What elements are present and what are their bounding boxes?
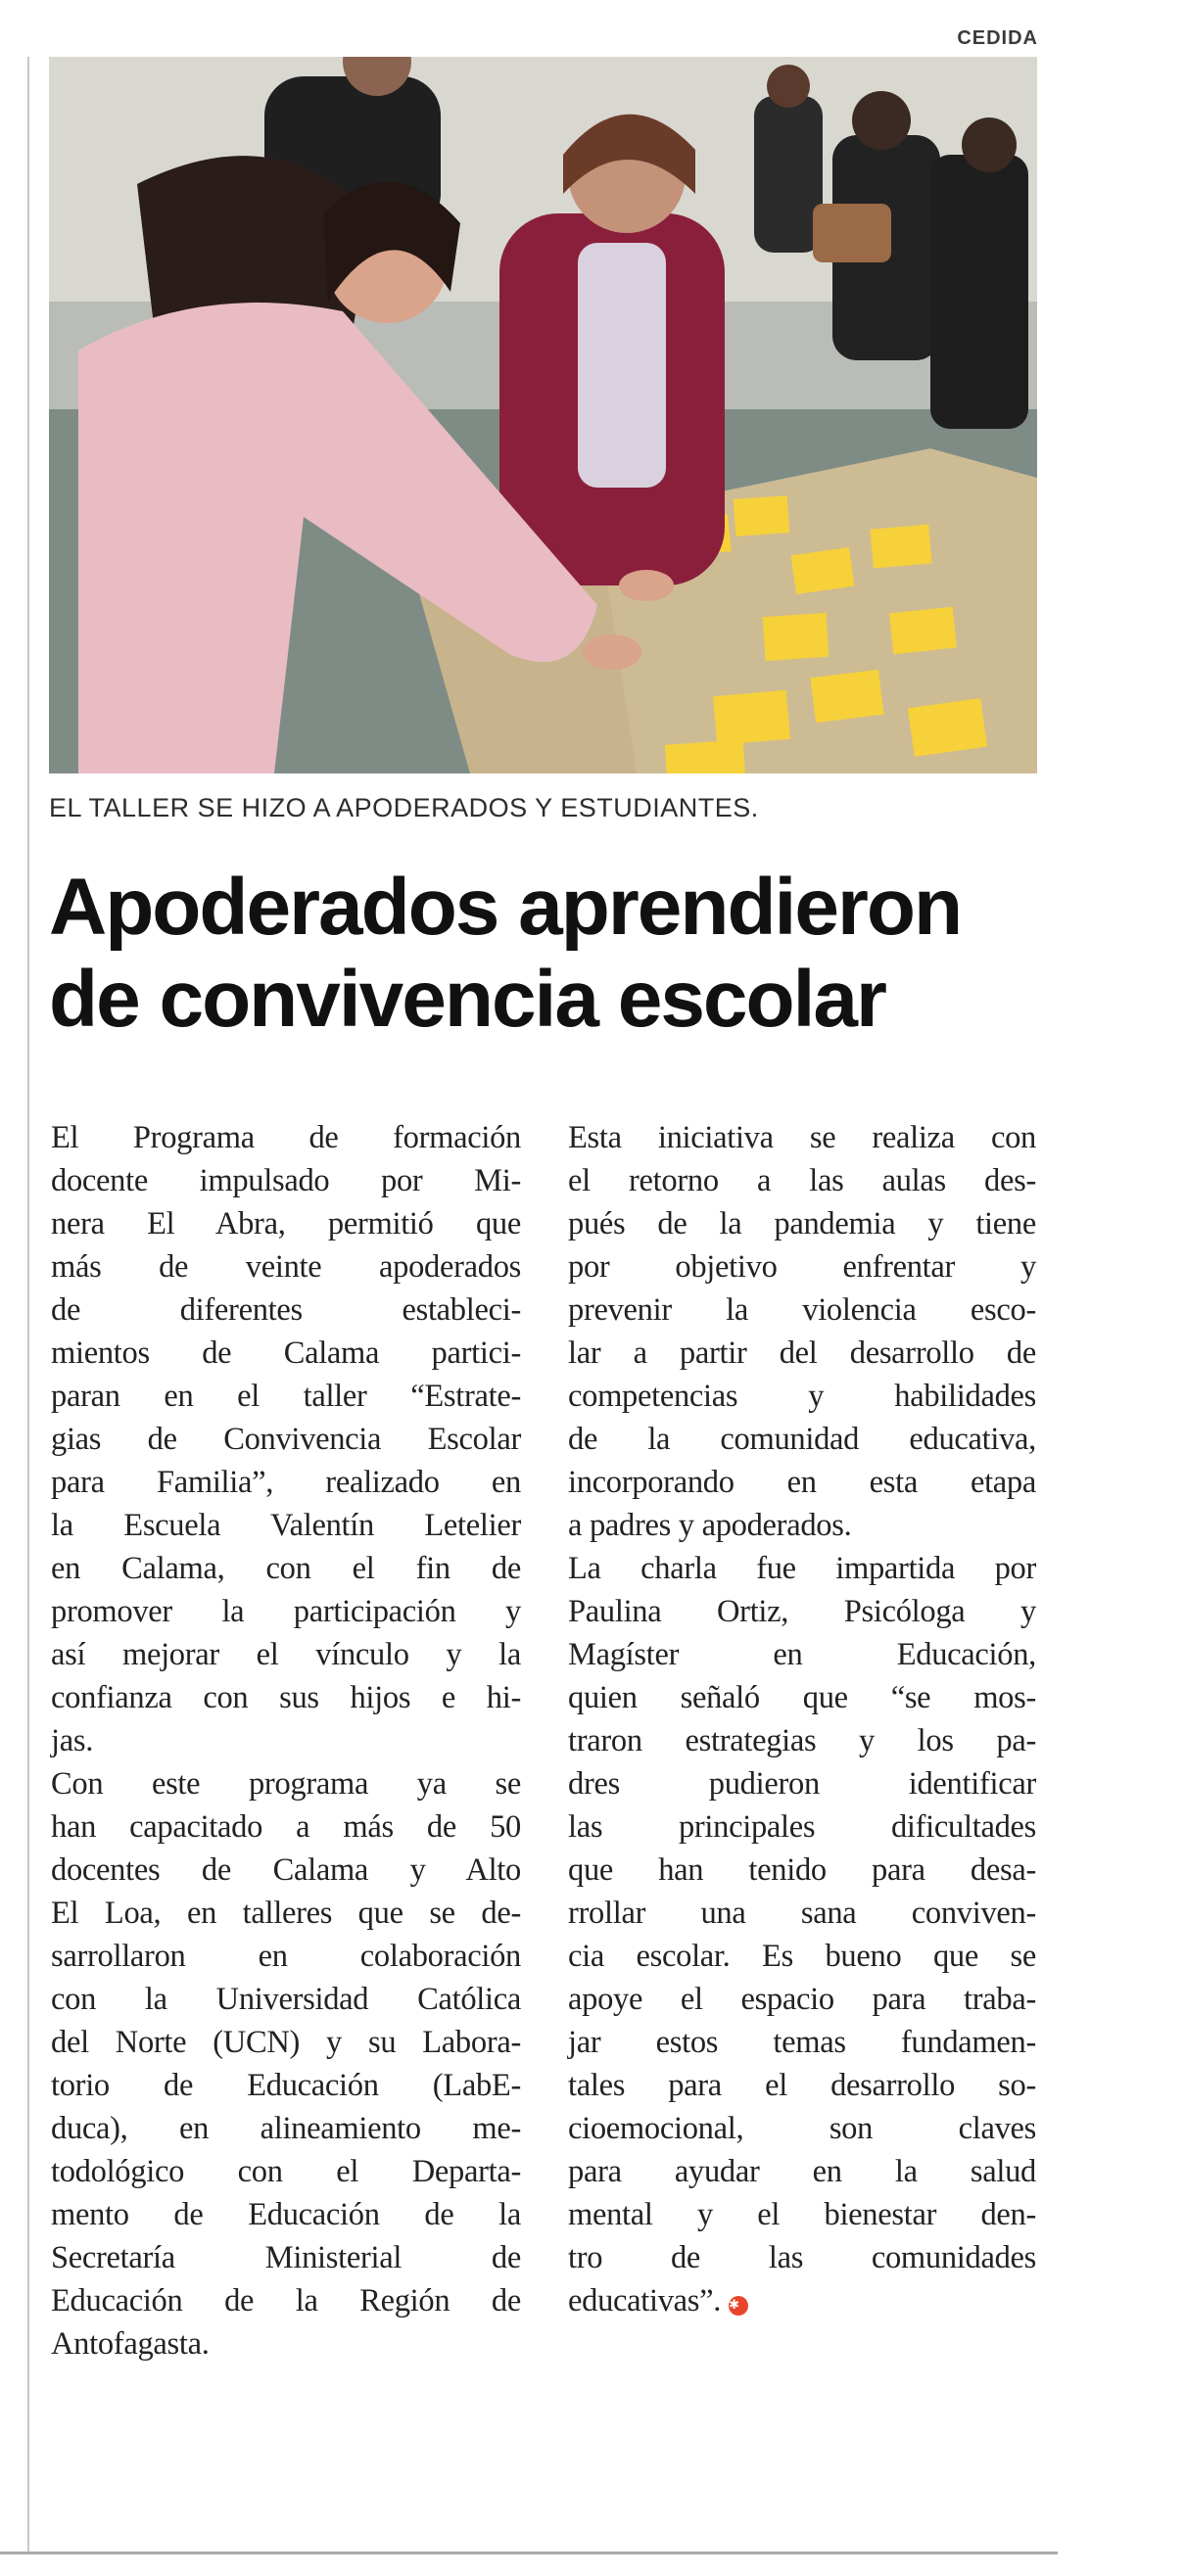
article-text-line xyxy=(568,1892,1036,1935)
article-column-left xyxy=(51,1116,521,2365)
article-text-line-content: de la comunidad educativa, xyxy=(568,1422,1036,1457)
article-text-line xyxy=(51,1202,521,1245)
article-text-line-content: docente impulsado por Mi- xyxy=(51,1163,521,1198)
article-text-line xyxy=(568,1762,1036,1805)
article-text-line xyxy=(568,2236,1036,2279)
article-text-line-content: para Familia”, realizado en xyxy=(51,1465,521,1500)
article-text-line xyxy=(568,1245,1036,1288)
article-text-line xyxy=(51,2279,521,2322)
article-text-line-content: gias de Convivencia Escolar xyxy=(51,1422,521,1457)
article-text-line-content: Secretaría Ministerial de xyxy=(51,2240,521,2275)
article-text-line xyxy=(568,1461,1036,1504)
article-text-line-content: Antofagasta. xyxy=(51,2326,210,2362)
article-text-line xyxy=(568,1418,1036,1461)
article-text-line-content: rrollar una sana conviven- xyxy=(568,1896,1036,1931)
article-text-line xyxy=(568,2279,1036,2322)
article-text-line xyxy=(51,1849,521,1892)
article-text-line-content: competencias y habilidades xyxy=(568,1379,1036,1414)
article-text-line xyxy=(568,1504,1036,1547)
page-left-rule xyxy=(27,57,29,2553)
article-text-line-content: del Norte (UCN) y su Labora- xyxy=(51,2025,521,2060)
article-text-line-content: a padres y apoderados. xyxy=(568,1508,852,1543)
article-text-line-content: la Escuela Valentín Letelier xyxy=(51,1508,521,1543)
article-text-line xyxy=(51,1892,521,1935)
article-text-line xyxy=(51,1245,521,1288)
article-text-line-content: han capacitado a más de 50 xyxy=(51,1809,521,1845)
article-text-line xyxy=(568,2193,1036,2236)
article-text-line-content: todológico con el Departa- xyxy=(51,2154,521,2189)
article-photo xyxy=(49,57,1037,773)
article-text-line xyxy=(51,1676,521,1719)
article-text-line xyxy=(51,1719,521,1762)
article-text-line-content: cia escolar. Es bueno que se xyxy=(568,1939,1036,1974)
article-text-line-content: docentes de Calama y Alto xyxy=(51,1852,521,1888)
article-text-line-content: tro de las comunidades xyxy=(568,2240,1036,2275)
article-text-line xyxy=(568,1547,1036,1590)
article-text-line-content: jar estos temas fundamen- xyxy=(568,2025,1036,2060)
article-text-line-content: confianza con sus hijos e hi- xyxy=(51,1680,521,1715)
article-text-line xyxy=(568,1849,1036,1892)
article-text-line-content: jas. xyxy=(51,1723,94,1758)
article-text-line-content: en Calama, con el fin de xyxy=(51,1551,521,1586)
photo-caption: EL TALLER SE HIZO A APODERADOS Y ESTUDIANTES. xyxy=(49,793,759,822)
article-text-line xyxy=(568,1332,1036,1375)
article-text-line xyxy=(51,2236,521,2279)
article-text-line-content: quien señaló que “se mos- xyxy=(568,1680,1036,1715)
article-text-line xyxy=(568,1676,1036,1719)
article-text-line xyxy=(51,1332,521,1375)
article-text-line-content: Educación de la Región de xyxy=(51,2283,521,2318)
article-text-line xyxy=(51,1418,521,1461)
article-text-line-content: nera El Abra, permitió que xyxy=(51,1206,521,1241)
article-text-line xyxy=(568,2021,1036,2064)
article-text-line-content: incorporando en esta etapa xyxy=(568,1465,1036,1500)
headline-line-1: Apoderados aprendieron xyxy=(49,863,962,952)
article-text-line xyxy=(568,1202,1036,1245)
article-text-line-content: mento de Educación de la xyxy=(51,2197,521,2232)
end-mark-icon: ✱ xyxy=(729,2296,748,2316)
article-text-line-content: educativas”. xyxy=(568,2283,722,2318)
article-text-line xyxy=(51,1159,521,1202)
article-text-line-content: de diferentes estableci- xyxy=(51,1292,521,1328)
article-text-line xyxy=(51,2150,521,2193)
article-text-line xyxy=(51,1116,521,1159)
article-text-line xyxy=(568,1159,1036,1202)
article-text-line xyxy=(568,2064,1036,2107)
article-text-line-content: más de veinte apoderados xyxy=(51,1249,521,1285)
article-text-line-content: con la Universidad Católica xyxy=(51,1982,521,2017)
article-text-line-content: así mejorar el vínculo y la xyxy=(51,1637,521,1672)
article-text-line xyxy=(568,1590,1036,1633)
article-text-line-content: Paulina Ortiz, Psicóloga y xyxy=(568,1594,1036,1629)
article-text-line-content: Esta iniciativa se realiza con xyxy=(568,1120,1036,1155)
article-text-line-content: pués de la pandemia y tiene xyxy=(568,1206,1036,1241)
article-text-line-content: Magíster en Educación, xyxy=(568,1637,1036,1672)
article-text-line-content: por objetivo enfrentar y xyxy=(568,1249,1036,1285)
article-text-line xyxy=(51,1504,521,1547)
article-text-line-content: Con este programa ya se xyxy=(51,1766,521,1802)
article-text-line-content: lar a partir del desarrollo de xyxy=(568,1335,1036,1371)
article-text-line xyxy=(51,2322,521,2365)
article-text-line-content: duca), en alineamiento me- xyxy=(51,2111,521,2146)
article-text-line-content: las principales dificultades xyxy=(568,1809,1036,1845)
article-text-line xyxy=(51,1461,521,1504)
article-text-line xyxy=(51,1375,521,1418)
article-text-line xyxy=(51,1633,521,1676)
article-text-line xyxy=(51,1547,521,1590)
article-text-line xyxy=(568,2107,1036,2150)
article-text-line-content: torio de Educación (LabE- xyxy=(51,2068,521,2103)
article-text-line-content: tales para el desarrollo so- xyxy=(568,2068,1036,2103)
article-text-line-content: promover la participación y xyxy=(51,1594,521,1629)
article-text-line xyxy=(568,1116,1036,1159)
article-text-line xyxy=(51,1288,521,1332)
article-text-line xyxy=(51,1935,521,1978)
article-text-line-content: sarrollaron en colaboración xyxy=(51,1939,521,1974)
article-text-line xyxy=(51,2107,521,2150)
headline xyxy=(49,862,1067,1046)
article-text-line-content: La charla fue impartida por xyxy=(568,1551,1036,1586)
article-text-line xyxy=(568,1719,1036,1762)
article-text-line xyxy=(51,1805,521,1849)
article-text-line-content: traron estrategias y los pa- xyxy=(568,1723,1036,1758)
article-text-line xyxy=(51,2021,521,2064)
article-text-line-content: mental y el bienestar den- xyxy=(568,2197,1036,2232)
photo-illustration xyxy=(49,57,1037,773)
article-text-line-content: que han tenido para desa- xyxy=(568,1852,1036,1888)
headline-line-2: de convivencia escolar xyxy=(49,955,885,1044)
article-text-line xyxy=(568,2150,1036,2193)
article-text-line xyxy=(568,1935,1036,1978)
article-text-line xyxy=(568,1805,1036,1849)
article-text-line-content: paran en el taller “Estrate- xyxy=(51,1379,521,1414)
article-text-line-content: cioemocional, son claves xyxy=(568,2111,1036,2146)
article-text-line-content: El Loa, en talleres que se de- xyxy=(51,1896,521,1931)
article-text-line-content: el retorno a las aulas des- xyxy=(568,1163,1036,1198)
article-text-line xyxy=(51,1978,521,2021)
article-text-line-content: dres pudieron identificar xyxy=(568,1766,1036,1802)
article-text-line xyxy=(51,2193,521,2236)
article-text-line-content: prevenir la violencia esco- xyxy=(568,1292,1036,1328)
article-text-line-content: para ayudar en la salud xyxy=(568,2154,1036,2189)
article-column-right xyxy=(568,1116,1036,2322)
article-text-line xyxy=(51,1590,521,1633)
article-text-line-content: mientos de Calama partici- xyxy=(51,1335,521,1371)
article-text-line xyxy=(568,1633,1036,1676)
article-text-line xyxy=(51,2064,521,2107)
page-bottom-rule xyxy=(0,2552,1058,2554)
article-text-line xyxy=(568,1288,1036,1332)
article-text-line xyxy=(568,1978,1036,2021)
photo-credit: CEDIDA xyxy=(957,27,1038,49)
article-text-line xyxy=(51,1762,521,1805)
article-text-line xyxy=(568,1375,1036,1418)
article-text-line-content: El Programa de formación xyxy=(51,1120,521,1155)
article-text-line-content: apoye el espacio para traba- xyxy=(568,1982,1036,2017)
